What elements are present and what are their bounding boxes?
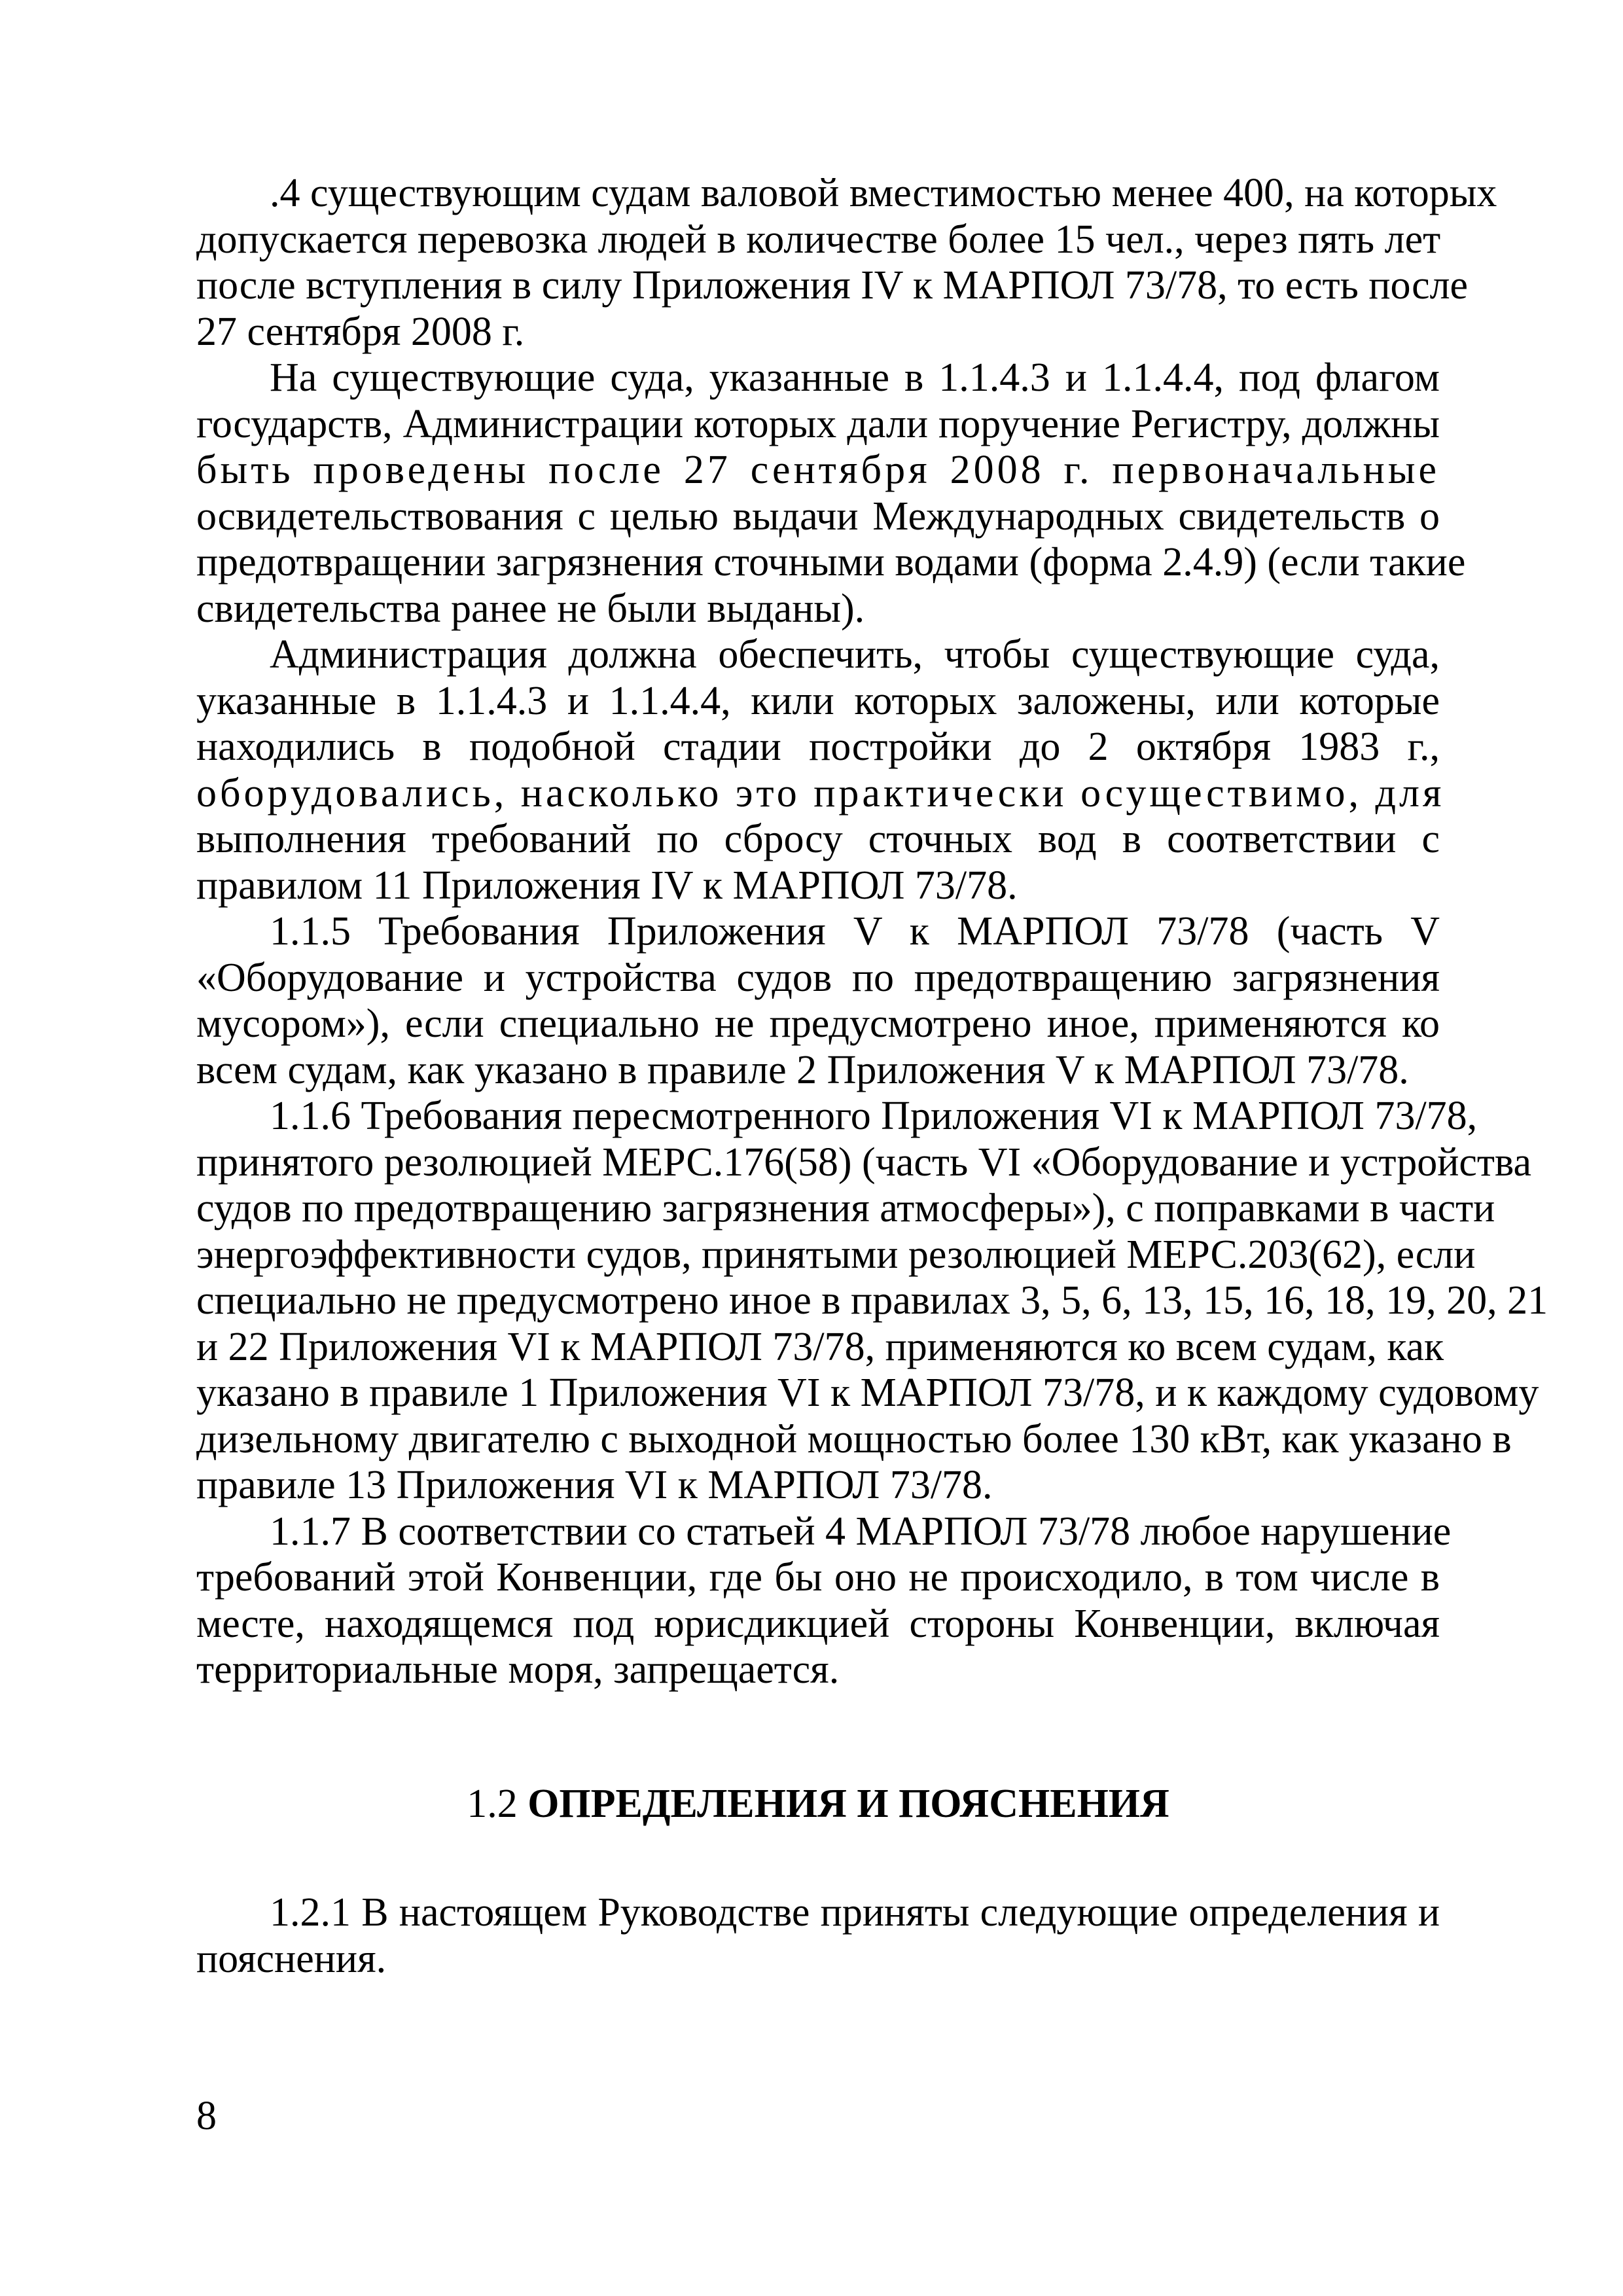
document-page <box>196 170 1548 2199</box>
text-line: и 22 Приложения VI к МАРПОЛ 73/78, применяются ко всем судам, как <box>196 1324 1444 1369</box>
text-line: пояснения. <box>196 1936 387 1981</box>
text-line: принятого резолюцией МЕРС.176(58) (часть VI «Оборудование и устройства <box>196 1139 1531 1185</box>
text-line: 27 сентября 2008 г. <box>196 309 525 354</box>
text-line: 1.2.1 В настоящем Руководстве приняты следующие определения и <box>270 1890 1440 1935</box>
paragraph-1-1-6 <box>196 1093 1548 1509</box>
text-line: территориальные моря, запрещается. <box>196 1647 840 1692</box>
text-line: всем судам, как указано в правиле 2 Приложения V к МАРПОЛ 73/78. <box>196 1047 1409 1092</box>
text-line: специально не предусмотрено иное в правилах 3, 5, 6, 13, 15, 16, 18, 19, 20, 21 <box>196 1278 1548 1323</box>
paragraph-1-1-7 <box>196 1509 1452 1693</box>
text-line: правиле 13 Приложения VI к МАРПОЛ 73/78. <box>196 1463 993 1507</box>
section-title: ОПРЕДЕЛЕНИЯ И ПОЯСНЕНИЯ <box>527 1782 1169 1826</box>
text-line: находились в подобной стадии постройки до 2 октября 1983 г., <box>196 725 1440 769</box>
text-line: указано в правиле 1 Приложения VI к МАРПОЛ 73/78, и к каждому судовому <box>196 1371 1539 1415</box>
text-line: свидетельства ранее не были выданы). <box>196 586 865 631</box>
section-number: 1.2 <box>467 1782 518 1826</box>
text-line: месте, находящемся под юрисдикцией стороны Конвенции, включая <box>196 1601 1440 1646</box>
paragraph-initial-surveys <box>196 355 1466 632</box>
text-line: мусором»), если специально не предусмотрено иное, применяются ко <box>196 1001 1440 1046</box>
text-line: Администрация должна обеспечить, чтобы существующие суда, <box>270 632 1440 677</box>
text-line: судов по предотвращению загрязнения атмосферы»), с поправками в части <box>196 1186 1495 1230</box>
paragraph-1-2-1 <box>196 1890 1440 1982</box>
text-line: правилом 11 Приложения IV к МАРПОЛ 73/78. <box>196 863 1018 908</box>
page-number: 8 <box>196 2094 217 2138</box>
text-line: .4 существующим судам валовой вместимостью менее 400, на которых <box>270 171 1497 215</box>
text-line: 1.1.7 В соответствии со статьей 4 МАРПОЛ 73/78 любое нарушение <box>270 1509 1452 1554</box>
text-line: 1.1.5 Требования Приложения V к МАРПОЛ 73/78 (часть V <box>270 909 1440 954</box>
section-heading <box>196 1780 1440 1827</box>
text-line: освидетельствования с целью выдачи Международных свидетельств о <box>196 493 1440 539</box>
text-line: «Оборудование и устройства судов по предотвращению загрязнения <box>196 955 1440 1000</box>
text-line: выполнения требований по сбросу сточных вод в соответствии с <box>196 817 1440 861</box>
text-line: государств, Администрации которых дали поручение Регистру, должны <box>196 401 1440 446</box>
paragraph-1-1-5 <box>196 908 1440 1093</box>
text-line: допускается перевозка людей в количестве более 15 чел., через пять лет <box>196 217 1441 262</box>
text-line: быть проведены после 27 сентября 2008 г. первоначальные <box>196 448 1440 492</box>
text-line: требований этой Конвенции, где бы оно не происходило, в том числе в <box>196 1555 1440 1600</box>
text-line: предотвращении загрязнения сточными водами (форма 2.4.9) (если такие <box>196 540 1466 584</box>
text-line: указанные в 1.1.4.3 и 1.1.4.4, кили которых заложены, или которые <box>196 678 1440 723</box>
text-line: после вступления в силу Приложения IV к МАРПОЛ 73/78, то есть после <box>196 263 1469 308</box>
text-line: энергоэффективности судов, принятыми резолюцией МЕРС.203(62), если <box>196 1232 1476 1277</box>
paragraph-administration-duty <box>196 632 1445 908</box>
text-line: оборудовались, насколько это практически осуществимо, для <box>196 770 1445 816</box>
paragraph-existing-ships-item-4 <box>196 170 1497 355</box>
text-line: 1.1.6 Требования пересмотренного Приложения VI к МАРПОЛ 73/78, <box>270 1094 1478 1138</box>
text-line: На существующие суда, указанные в 1.1.4.3 и 1.1.4.4, под флагом <box>270 355 1440 400</box>
text-line: дизельному двигателю с выходной мощностью более 130 кВт, как указано в <box>196 1416 1512 1462</box>
